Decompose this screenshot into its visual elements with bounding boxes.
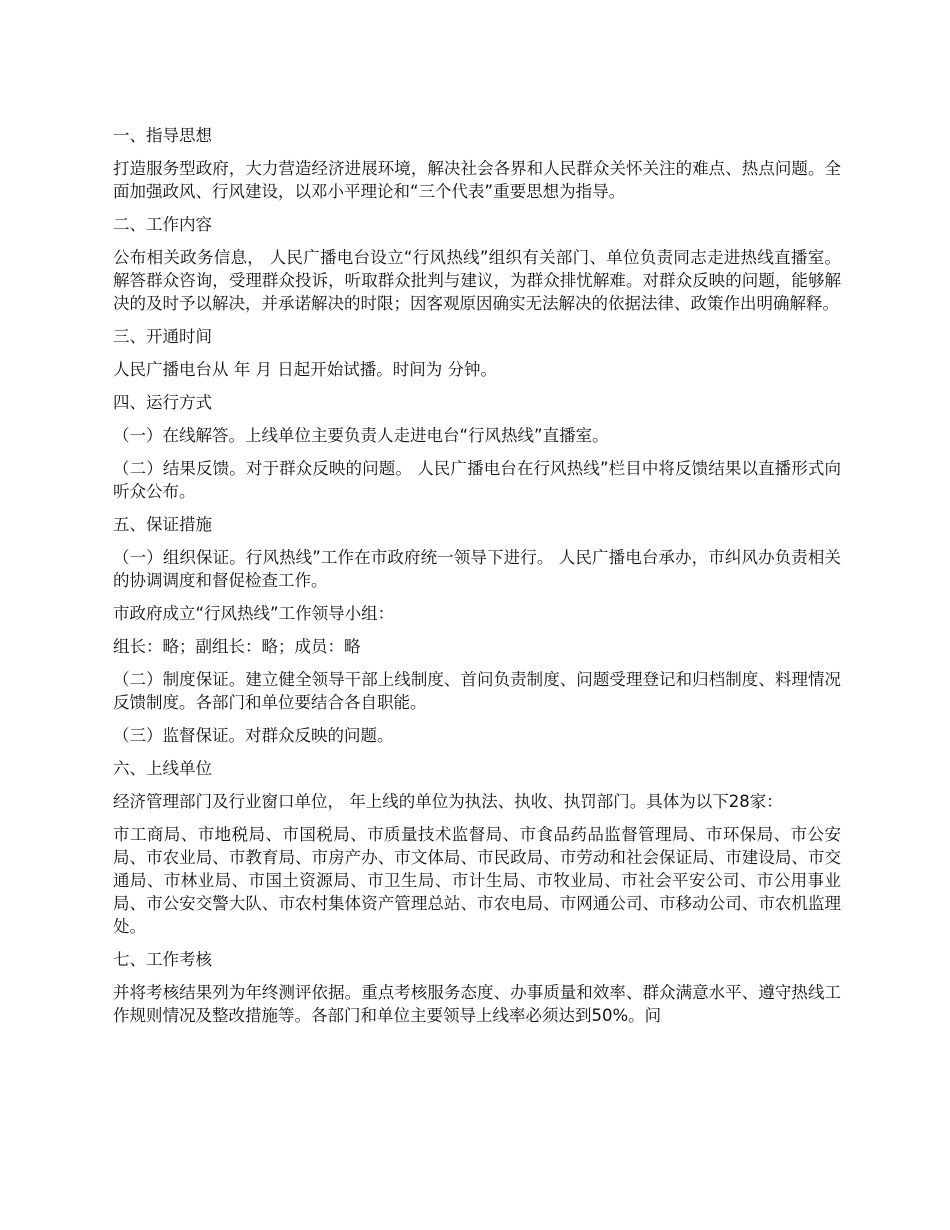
paragraph: 公布相关政务信息， 人民广播电台设立“行风热线”组织有关部门、单位负责同志走进热线直播室。解答群众咨询，受理群众投诉，听取群众批判与建议，为群众排忧解难。对群众反映的问题，能够解决的及时予以解决，并承诺解决的时限；因客观原因确实无法解决的依据法律、政策作出明确解释。 (113, 248, 841, 313)
document-page (113, 124, 841, 1037)
section-heading: 七、工作考核 (113, 950, 212, 969)
paragraph: （三）监督保证。对群众反映的问题。 (113, 726, 394, 745)
paragraph: 组长：略；副组长：略；成员：略 (113, 637, 361, 656)
section-heading: 二、工作内容 (113, 215, 212, 234)
paragraph: （一）在线解答。上线单位主要负责人走进电台“行风热线”直播室。 (113, 426, 609, 445)
paragraph: 并将考核结果列为年终测评依据。重点考核服务态度、办事质量和效率、群众满意水平、遵守热线工作规则情况及整改措施等。各部门和单位主要领导上线率必须达到50%。问 (113, 983, 841, 1025)
paragraph: （二）结果反馈。对于群众反映的问题。 人民广播电台在行风热线”栏目中将反馈结果以直播形式向听众公布。 (113, 459, 841, 501)
paragraph: 经济管理部门及行业窗口单位， 年上线的单位为执法、执收、执罚部门。具体为以下28家： (113, 792, 783, 811)
section-heading: 五、保证措施 (113, 515, 212, 534)
paragraph: 市政府成立“行风热线”工作领导小组： (113, 604, 395, 623)
paragraph: 市工商局、市地税局、市国税局、市质量技术监督局、市食品药品监督管理局、市环保局、市公安局、市农业局、市教育局、市房产办、市文体局、市民政局、市劳动和社会保证局、市建设局、市交通局、市林业局、市国土资源局、市卫生局、市计生局、市牧业局、市社会平安公司、市公用事业局、市公安交警大队、市农村集体资产管理总站、市农电局、市网通公司、市移动公司、市农机监理处。 (113, 825, 841, 936)
paragraph: 人民广播电台从 年 月 日起开始试播。时间为 分钟。 (113, 360, 497, 379)
paragraph: （二）制度保证。建立健全领导干部上线制度、首问负责制度、问题受理登记和归档制度、料理情况反馈制度。各部门和单位要结合各自职能。 (113, 670, 841, 712)
paragraph: （一）组织保证。行风热线”工作在市政府统一领导下进行。 人民广播电台承办，市纠风办负责相关的协调调度和督促检查工作。 (113, 548, 841, 590)
section-heading: 三、开通时间 (113, 327, 212, 346)
section-heading: 四、运行方式 (113, 393, 212, 412)
section-heading: 一、指导思想 (113, 126, 212, 145)
paragraph: 打造服务型政府，大力营造经济进展环境，解决社会各界和人民群众关怀关注的难点、热点问题。全面加强政风、行风建设，以邓小平理论和“三个代表”重要思想为指导。 (113, 159, 841, 201)
section-heading: 六、上线单位 (113, 759, 212, 778)
